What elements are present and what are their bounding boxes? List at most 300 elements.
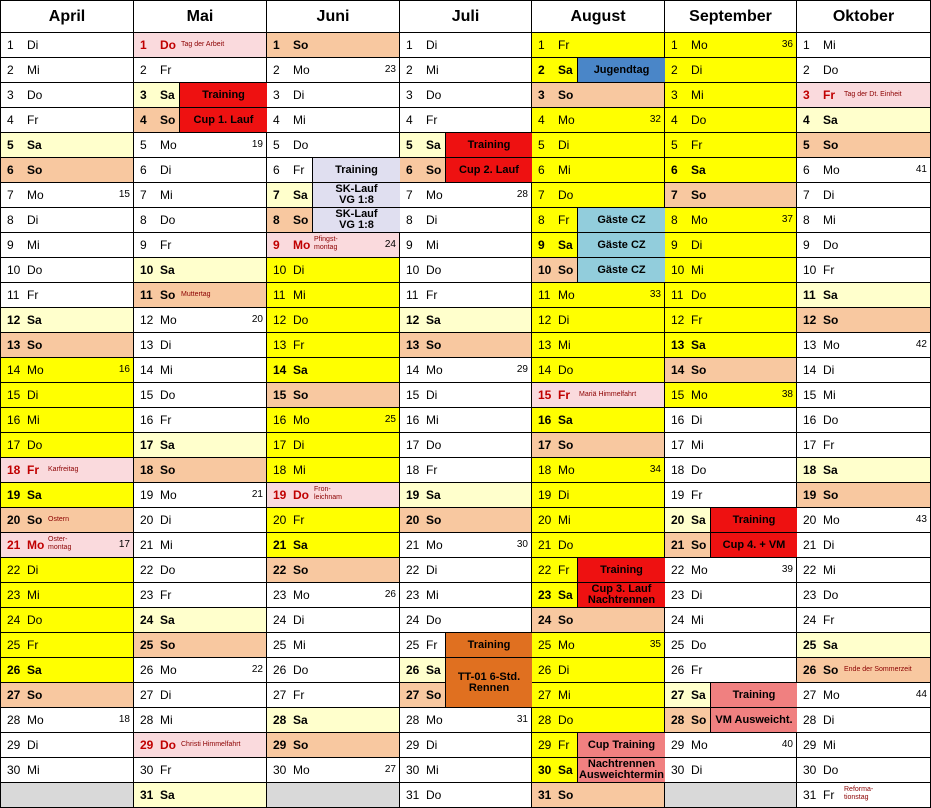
day-row: [797, 233, 931, 258]
day-number: 29: [671, 738, 685, 752]
day-row: [665, 583, 797, 608]
weekday: Sa: [160, 88, 175, 102]
weekday: Mi: [823, 38, 836, 52]
day-number: 12: [140, 313, 154, 327]
weekday: Di: [691, 763, 703, 777]
weekday: Fr: [293, 338, 305, 352]
event-label: Jugendtag: [577, 58, 665, 82]
day-row: [400, 783, 532, 808]
day-number: 9: [538, 238, 545, 252]
day-row: [400, 408, 532, 433]
weekday: So: [426, 338, 442, 352]
day-row: [797, 508, 931, 533]
day-number: 16: [671, 413, 685, 427]
day-number: 14: [273, 363, 287, 377]
day-number: 26: [7, 663, 21, 677]
day-row: [0, 433, 134, 458]
weekday: Mi: [27, 588, 40, 602]
weekday: Di: [823, 713, 835, 727]
weekday: Do: [27, 263, 43, 277]
day-row: [797, 283, 931, 308]
day-number: 29: [140, 738, 154, 752]
day-number: 9: [7, 238, 14, 252]
weekday: So: [558, 788, 574, 802]
weekday: So: [293, 213, 309, 227]
day-number: 29: [273, 738, 287, 752]
weekday: So: [160, 638, 176, 652]
event-label: Training: [710, 508, 797, 532]
day-row: [665, 233, 797, 258]
day-number: 2: [803, 63, 810, 77]
day-row: [134, 458, 267, 483]
weekday: Mi: [27, 413, 40, 427]
day-number: 26: [140, 663, 154, 677]
day-number: 7: [7, 188, 14, 202]
day-number: 4: [7, 113, 14, 127]
weekday: Sa: [160, 613, 175, 627]
day-number: 8: [140, 213, 147, 227]
day-row: [532, 158, 665, 183]
weekday: Mo: [293, 413, 310, 427]
day-number: 20: [538, 513, 552, 527]
day-row: [0, 208, 134, 233]
weekday: Do: [27, 88, 43, 102]
day-number: 15: [538, 388, 552, 402]
day-number: 2: [273, 63, 280, 77]
day-number: 6: [140, 163, 147, 177]
day-row: [0, 283, 134, 308]
day-row: [0, 533, 134, 558]
day-number: 6: [803, 163, 810, 177]
weekday: Di: [823, 538, 835, 552]
weekday: Mi: [27, 763, 40, 777]
holiday-note: Fron- leichnam: [314, 486, 343, 501]
day-row: [665, 658, 797, 683]
day-number: 15: [273, 388, 287, 402]
week-number: 33: [649, 289, 661, 300]
weekday: Mi: [823, 563, 836, 577]
day-number: 16: [140, 413, 154, 427]
weekday: So: [691, 363, 707, 377]
day-row: [400, 358, 532, 383]
day-number: 4: [538, 113, 545, 127]
weekday: Mo: [293, 238, 311, 252]
day-number: 24: [140, 613, 154, 627]
day-row: [134, 508, 267, 533]
day-number: 21: [803, 538, 817, 552]
day-number: 17: [803, 438, 817, 452]
event-label: SK-Lauf VG 1:8: [312, 208, 400, 232]
day-number: 25: [273, 638, 287, 652]
day-row: [797, 83, 931, 108]
day-row: [532, 508, 665, 533]
weekday: Mo: [691, 388, 708, 402]
event-label: Cup Training: [577, 733, 665, 757]
day-row: [797, 208, 931, 233]
day-number: 18: [406, 463, 420, 477]
day-number: 13: [538, 338, 552, 352]
weekday: So: [558, 88, 574, 102]
weekday: Fr: [160, 413, 172, 427]
day-number: 1: [538, 38, 545, 52]
day-number: 20: [140, 513, 154, 527]
day-row: [0, 508, 134, 533]
day-row: [665, 208, 797, 233]
weekday: Di: [691, 588, 703, 602]
day-number: 15: [803, 388, 817, 402]
weekday: So: [426, 513, 442, 527]
day-number: 26: [406, 663, 420, 677]
day-number: 28: [273, 713, 287, 727]
day-number: 13: [140, 338, 154, 352]
weekday: Di: [160, 688, 172, 702]
weekday: So: [558, 438, 574, 452]
holiday-note: Tag der Arbeit: [181, 41, 225, 48]
holiday-note: Reforma- tionstag: [844, 786, 874, 801]
weekday: Mi: [558, 163, 571, 177]
weekday: Fr: [426, 638, 438, 652]
weekday: Fr: [558, 38, 570, 52]
weekday: Mi: [823, 738, 836, 752]
day-row: [0, 658, 134, 683]
day-number: 29: [7, 738, 21, 752]
day-number: 8: [538, 213, 545, 227]
holiday-note: Oster- montag: [48, 536, 72, 551]
day-row: [797, 308, 931, 333]
day-number: 27: [671, 688, 685, 702]
weekday: Sa: [823, 113, 838, 127]
day-row: [0, 358, 134, 383]
day-number: 3: [273, 88, 280, 102]
day-number: 8: [273, 213, 280, 227]
day-number: 9: [803, 238, 810, 252]
day-row: [665, 733, 797, 758]
day-number: 26: [273, 663, 287, 677]
day-number: 29: [406, 738, 420, 752]
weekday: Mi: [823, 213, 836, 227]
day-row: [665, 358, 797, 383]
day-number: 3: [406, 88, 413, 102]
day-number: 31: [803, 788, 817, 802]
day-number: 14: [406, 363, 420, 377]
weekday: Mi: [558, 513, 571, 527]
day-number: 4: [803, 113, 810, 127]
event-label: Training: [179, 83, 267, 107]
weekday: So: [823, 313, 839, 327]
day-row: [134, 483, 267, 508]
day-row: [267, 533, 400, 558]
day-number: 7: [273, 188, 280, 202]
day-number: 24: [803, 613, 817, 627]
event-label: Gäste CZ: [577, 233, 665, 257]
weekday: Fr: [426, 463, 438, 477]
day-row: [797, 358, 931, 383]
weekday: Sa: [426, 663, 441, 677]
day-number: 12: [538, 313, 552, 327]
day-row: [797, 33, 931, 58]
weekday: Mo: [823, 163, 840, 177]
day-number: 24: [273, 613, 287, 627]
weekday: So: [823, 138, 839, 152]
week-number: 31: [516, 714, 528, 725]
week-number: 22: [251, 664, 263, 675]
day-number: 26: [538, 663, 552, 677]
day-number: 5: [273, 138, 280, 152]
holiday-note: Ende der Sommerzeit: [844, 666, 912, 673]
day-row: [0, 183, 134, 208]
weekday: Mi: [293, 288, 306, 302]
day-row: [0, 108, 134, 133]
weekday: So: [823, 488, 839, 502]
week-number: 32: [649, 114, 661, 125]
weekday: So: [426, 688, 442, 702]
day-row: [0, 158, 134, 183]
weekday: Di: [691, 63, 703, 77]
weekday: Mo: [823, 688, 840, 702]
day-row: [0, 258, 134, 283]
day-row: [267, 333, 400, 358]
day-row: [134, 183, 267, 208]
day-number: 8: [803, 213, 810, 227]
weekday: Mi: [160, 188, 173, 202]
weekday: Mi: [426, 588, 439, 602]
day-number: 11: [803, 288, 816, 302]
event-label: VM Ausweicht.: [710, 708, 797, 732]
day-row: [665, 483, 797, 508]
day-row: [532, 658, 665, 683]
day-number: 7: [538, 188, 545, 202]
weekday: Mo: [691, 38, 708, 52]
day-number: 29: [538, 738, 552, 752]
holiday-note: Tag der Dt. Einheit: [844, 91, 902, 98]
day-number: 2: [538, 63, 545, 77]
day-row: [665, 383, 797, 408]
day-row: [0, 683, 134, 708]
weekday: Fr: [558, 563, 570, 577]
day-row: [267, 233, 400, 258]
day-number: 20: [671, 513, 685, 527]
day-number: 17: [140, 438, 154, 452]
day-row: [134, 733, 267, 758]
day-number: 3: [140, 88, 147, 102]
weekday: Mi: [558, 338, 571, 352]
day-number: 31: [406, 788, 420, 802]
weekday: Mi: [691, 613, 704, 627]
day-row: [797, 733, 931, 758]
day-number: 28: [7, 713, 21, 727]
day-row: [267, 108, 400, 133]
day-row: [797, 483, 931, 508]
day-row: [400, 333, 532, 358]
day-row: [267, 283, 400, 308]
day-number: 17: [671, 438, 685, 452]
weekday: Fr: [293, 513, 305, 527]
day-row: [797, 683, 931, 708]
day-row: [134, 308, 267, 333]
day-row: [665, 158, 797, 183]
day-number: 12: [273, 313, 287, 327]
day-number: 23: [273, 588, 287, 602]
weekday: Sa: [27, 663, 42, 677]
weekday: Mi: [426, 413, 439, 427]
weekday: Mi: [293, 463, 306, 477]
day-number: 19: [671, 488, 685, 502]
day-number: 5: [406, 138, 413, 152]
weekday: Fr: [823, 438, 835, 452]
day-row: [134, 583, 267, 608]
day-row: [134, 433, 267, 458]
weekday: Fr: [558, 388, 570, 402]
day-number: 6: [406, 163, 413, 177]
day-number: 30: [538, 763, 552, 777]
day-number: 7: [671, 188, 678, 202]
weekday: So: [160, 288, 176, 302]
day-number: 25: [140, 638, 154, 652]
day-row: [400, 283, 532, 308]
day-number: 5: [671, 138, 678, 152]
day-number: 22: [273, 563, 287, 577]
day-number: 15: [671, 388, 685, 402]
weekday: Di: [27, 388, 39, 402]
day-row: [532, 183, 665, 208]
weekday: Mo: [160, 138, 177, 152]
weekday: Di: [27, 563, 39, 577]
weekday: Mo: [691, 563, 708, 577]
week-number: 41: [915, 164, 927, 175]
day-row: [267, 458, 400, 483]
month-header: Mai: [134, 0, 267, 33]
weekday: So: [293, 388, 309, 402]
weekday: Do: [426, 438, 442, 452]
weekday: Mo: [293, 588, 310, 602]
weekday: Sa: [558, 238, 573, 252]
day-row: [797, 408, 931, 433]
weekday: Fr: [27, 288, 39, 302]
day-row: [400, 308, 532, 333]
day-number: 7: [803, 188, 810, 202]
weekday: Fr: [293, 163, 305, 177]
day-row: [0, 83, 134, 108]
weekday: Di: [293, 613, 305, 627]
day-row: [134, 258, 267, 283]
weekday: Mo: [27, 538, 45, 552]
day-number: 16: [7, 413, 21, 427]
weekday: Mi: [426, 763, 439, 777]
day-row: [0, 708, 134, 733]
week-number: 35: [649, 639, 661, 650]
day-row: [267, 383, 400, 408]
weekday: Mo: [823, 513, 840, 527]
day-row: [797, 158, 931, 183]
weekday: Mo: [426, 538, 443, 552]
day-row: [797, 708, 931, 733]
day-row: [134, 533, 267, 558]
day-row: [797, 433, 931, 458]
weekday: Mo: [27, 363, 44, 377]
weekday: Di: [558, 138, 570, 152]
day-number: 30: [671, 763, 685, 777]
weekday: Di: [27, 213, 39, 227]
weekday: Di: [558, 663, 570, 677]
day-number: 21: [671, 538, 685, 552]
day-number: 2: [7, 63, 14, 77]
day-number: 2: [671, 63, 678, 77]
day-row: [400, 208, 532, 233]
day-row: [0, 608, 134, 633]
day-number: 19: [803, 488, 817, 502]
weekday: Sa: [691, 513, 706, 527]
day-row: [267, 758, 400, 783]
weekday: Sa: [27, 313, 42, 327]
week-number: 16: [118, 364, 130, 375]
day-number: 5: [7, 138, 14, 152]
event-label: Training: [710, 683, 797, 707]
weekday: Sa: [160, 263, 175, 277]
day-row: [797, 183, 931, 208]
day-number: 24: [538, 613, 552, 627]
weekday: Fr: [558, 213, 570, 227]
weekday: Di: [558, 313, 570, 327]
day-row: [665, 333, 797, 358]
weekday: Fr: [823, 788, 835, 802]
day-number: 7: [406, 188, 413, 202]
day-number: 19: [7, 488, 21, 502]
week-number: 17: [118, 539, 130, 550]
weekday: Fr: [27, 638, 39, 652]
month-header: April: [0, 0, 134, 33]
month-header: September: [665, 0, 797, 33]
week-number: 24: [384, 239, 396, 250]
day-number: 17: [406, 438, 420, 452]
weekday: Fr: [426, 288, 438, 302]
day-row: [267, 608, 400, 633]
day-row: [797, 58, 931, 83]
weekday: So: [160, 463, 176, 477]
day-row: [267, 483, 400, 508]
day-number: 8: [406, 213, 413, 227]
weekday: Di: [27, 738, 39, 752]
day-number: 23: [406, 588, 420, 602]
weekday: So: [27, 513, 43, 527]
event-label: Cup 1. Lauf: [179, 108, 267, 132]
week-number: 39: [781, 564, 793, 575]
day-number: 16: [538, 413, 552, 427]
weekday: Do: [160, 38, 176, 52]
day-row: [797, 458, 931, 483]
day-row: [267, 408, 400, 433]
holiday-note: Mariä Himmelfahrt: [579, 391, 637, 398]
day-number: 27: [538, 688, 552, 702]
day-row: [267, 558, 400, 583]
event-label: Gäste CZ: [577, 208, 665, 232]
day-number: 8: [671, 213, 678, 227]
day-number: 30: [803, 763, 817, 777]
weekday: Mo: [27, 188, 44, 202]
day-row: [532, 433, 665, 458]
weekday: Di: [27, 38, 39, 52]
weekday: Sa: [293, 713, 308, 727]
day-number: 18: [671, 463, 685, 477]
week-number: 21: [251, 489, 263, 500]
day-row: [134, 333, 267, 358]
day-number: 23: [140, 588, 154, 602]
weekday: Do: [27, 438, 43, 452]
week-number: 44: [915, 689, 927, 700]
day-row: [665, 183, 797, 208]
day-row: [134, 358, 267, 383]
month-column-august: [532, 0, 665, 807]
day-row: [400, 83, 532, 108]
